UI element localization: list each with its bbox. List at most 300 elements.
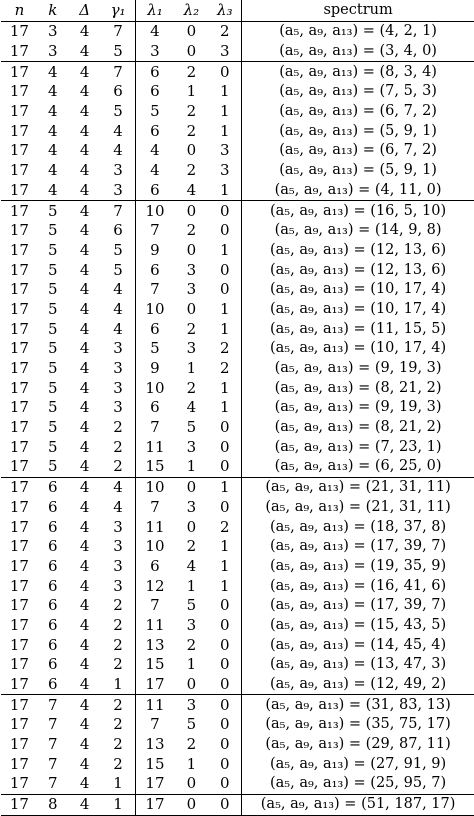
cell-lambda2: 2 <box>186 735 197 754</box>
cell-lambda1: 7 <box>150 280 160 299</box>
table-row <box>1 62 474 82</box>
cell-k: 4 <box>38 62 68 82</box>
cell-lambda1: 15 <box>145 457 165 476</box>
table-row <box>1 576 474 596</box>
cell-n: 17 <box>9 221 29 240</box>
cell-spectrum: (a₅, a₉, a₁₃) = (8, 21, 2) <box>274 419 442 436</box>
cell-k: 3 <box>48 22 58 41</box>
header-n: n <box>1 0 38 22</box>
cell-delta: 4 <box>79 359 90 378</box>
cell-gamma1: 2 <box>102 457 135 477</box>
cell-lambda1: 11 <box>145 437 165 456</box>
cell-delta: 4 <box>79 22 90 41</box>
cell-delta: 4 <box>79 457 90 476</box>
cell-delta: 4 <box>79 82 90 101</box>
table-body <box>1 22 474 816</box>
header-gamma1: γ₁ <box>102 0 135 22</box>
cell-delta: 4 <box>79 537 90 556</box>
cell-gamma1: 4 <box>102 121 135 141</box>
cell-delta: 4 <box>79 437 90 456</box>
cell-spectrum: (a₅, a₉, a₁₃) = (9, 19, 3) <box>274 399 442 416</box>
table-row <box>1 715 474 735</box>
cell-lambda2: 2 <box>186 378 197 397</box>
cell-k: 7 <box>48 754 58 773</box>
cell-lambda2: 1 <box>186 576 197 595</box>
cell-lambda1: 7 <box>150 596 160 615</box>
cell-lambda1: 5 <box>150 102 160 121</box>
cell-spectrum: (a₅, a₉, a₁₃) = (8, 21, 2) <box>274 379 442 396</box>
cell-gamma1: 3 <box>102 359 135 379</box>
cell-k: 5 <box>48 339 58 358</box>
cell-lambda2: 3 <box>186 280 197 299</box>
cell-delta: 4 <box>79 161 90 180</box>
cell-spectrum: (a₅, a₉, a₁₃) = (10, 17, 4) <box>269 300 447 317</box>
cell-lambda2: 1 <box>186 359 197 378</box>
cell-lambda3: 3 <box>208 161 241 181</box>
cell-spectrum: (a₅, a₉, a₁₃) = (8, 3, 4) <box>242 62 474 82</box>
cell-spectrum: (a₅, a₉, a₁₃) = (17, 39, 7) <box>269 597 447 614</box>
header-row <box>1 0 474 22</box>
cell-lambda2: 5 <box>186 418 197 437</box>
table-row <box>1 300 474 320</box>
cell-lambda1: 4 <box>150 141 160 160</box>
cell-n: 17 <box>9 102 29 121</box>
cell-lambda1: 10 <box>135 201 174 221</box>
cell-gamma1: 2 <box>102 437 135 457</box>
table-row <box>1 141 474 161</box>
cell-lambda3: 1 <box>208 241 241 261</box>
cell-spectrum: (a₅, a₉, a₁₃) = (3, 4, 0) <box>279 43 437 60</box>
header-delta: Δ <box>68 0 102 22</box>
cell-delta: 4 <box>79 42 90 61</box>
cell-gamma1: 4 <box>102 280 135 300</box>
cell-k: 6 <box>48 596 58 615</box>
cell-lambda1: 6 <box>135 62 174 82</box>
header-lambda2: λ₂ <box>174 0 208 22</box>
cell-gamma1: 3 <box>102 161 135 181</box>
cell-k: 6 <box>48 537 58 556</box>
cell-spectrum: (a₅, a₉, a₁₃) = (21, 31, 11) <box>265 498 451 515</box>
cell-lambda2: 1 <box>186 82 197 101</box>
cell-gamma1: 2 <box>102 715 135 735</box>
cell-k: 5 <box>48 240 58 259</box>
cell-lambda3: 1 <box>208 576 241 596</box>
cell-n: 17 <box>9 82 29 101</box>
cell-spectrum: (a₅, a₉, a₁₃) = (18, 37, 8) <box>269 518 447 535</box>
cell-spectrum: (a₅, a₉, a₁₃) = (7, 23, 1) <box>274 438 442 455</box>
cell-lambda3: 0 <box>208 260 241 280</box>
cell-lambda2: 0 <box>174 794 208 815</box>
cell-lambda1: 17 <box>145 675 165 694</box>
cell-n: 17 <box>9 457 29 476</box>
cell-lambda1: 5 <box>150 339 160 358</box>
cell-lambda1: 10 <box>145 299 165 318</box>
cell-k: 7 <box>48 715 58 734</box>
cell-gamma1: 5 <box>102 241 135 261</box>
cell-lambda1: 7 <box>150 715 160 734</box>
table-row <box>1 596 474 616</box>
cell-n: 17 <box>9 437 29 456</box>
cell-lambda2: 3 <box>186 615 197 634</box>
cell-lambda3: 2 <box>208 22 241 42</box>
table-row <box>1 339 474 359</box>
cell-n: 17 <box>1 477 38 497</box>
cell-lambda3: 0 <box>208 418 241 438</box>
cell-delta: 4 <box>79 418 90 437</box>
cell-delta: 4 <box>79 715 90 734</box>
cell-spectrum: (a₅, a₉, a₁₃) = (10, 17, 4) <box>269 340 447 357</box>
cell-lambda1: 6 <box>150 82 160 101</box>
cell-delta: 4 <box>79 497 90 516</box>
cell-lambda3: 0 <box>208 695 241 715</box>
cell-spectrum: (a₅, a₉, a₁₃) = (10, 17, 4) <box>269 281 447 298</box>
cell-k: 6 <box>48 615 58 634</box>
cell-gamma1: 3 <box>102 398 135 418</box>
cell-delta: 4 <box>79 299 90 318</box>
cell-n: 17 <box>9 774 29 793</box>
cell-delta: 4 <box>79 280 90 299</box>
table-row <box>1 22 474 42</box>
cell-n: 17 <box>1 794 38 815</box>
cell-delta: 4 <box>79 221 90 240</box>
cell-n: 17 <box>9 240 29 259</box>
cell-lambda2: 4 <box>186 556 197 575</box>
cell-lambda3: 0 <box>208 774 241 794</box>
cell-lambda2: 1 <box>186 754 197 773</box>
cell-lambda2: 3 <box>186 437 197 456</box>
cell-spectrum: (a₅, a₉, a₁₃) = (15, 43, 5) <box>269 616 447 633</box>
cell-lambda2: 3 <box>186 339 197 358</box>
cell-lambda3: 0 <box>208 437 241 457</box>
cell-k: 5 <box>48 457 58 476</box>
table-header <box>1 0 474 22</box>
cell-lambda3: 2 <box>208 359 241 379</box>
table-row <box>1 437 474 457</box>
cell-k: 4 <box>48 161 58 180</box>
cell-n: 17 <box>9 735 29 754</box>
cell-delta: 4 <box>79 754 90 773</box>
cell-k: 6 <box>48 497 58 516</box>
cell-k: 5 <box>48 437 58 456</box>
table-row <box>1 359 474 379</box>
cell-delta: 4 <box>79 635 90 654</box>
cell-spectrum: (a₅, a₉, a₁₃) = (31, 83, 13) <box>242 695 474 715</box>
cell-lambda1: 10 <box>145 537 165 556</box>
table-row <box>1 774 474 794</box>
cell-lambda3: 0 <box>208 498 241 518</box>
table-row <box>1 477 474 497</box>
cell-lambda2: 0 <box>186 42 197 61</box>
cell-lambda3: 2 <box>208 517 241 537</box>
cell-lambda3: 0 <box>208 635 241 655</box>
cell-gamma1: 3 <box>102 378 135 398</box>
cell-spectrum: (a₅, a₉, a₁₃) = (12, 49, 2) <box>269 676 447 693</box>
cell-gamma1: 6 <box>102 221 135 241</box>
cell-spectrum: (a₅, a₉, a₁₃) = (51, 187, 17) <box>242 794 474 815</box>
cell-k: 5 <box>48 398 58 417</box>
cell-n: 17 <box>9 418 29 437</box>
table-row <box>1 102 474 122</box>
cell-n: 17 <box>9 715 29 734</box>
cell-spectrum: (a₅, a₉, a₁₃) = (12, 13, 6) <box>269 261 447 278</box>
cell-delta: 4 <box>79 675 90 694</box>
cell-delta: 4 <box>68 201 102 221</box>
cell-n: 17 <box>9 754 29 773</box>
cell-k: 6 <box>48 675 58 694</box>
cell-k: 5 <box>48 280 58 299</box>
cell-lambda1: 4 <box>150 22 160 41</box>
cell-n: 17 <box>9 280 29 299</box>
cell-k: 5 <box>38 201 68 221</box>
cell-gamma1: 4 <box>102 300 135 320</box>
cell-gamma1: 3 <box>102 181 135 201</box>
table-row <box>1 221 474 241</box>
cell-k: 7 <box>48 735 58 754</box>
table-row <box>1 161 474 181</box>
cell-gamma1: 2 <box>102 754 135 774</box>
cell-lambda3: 0 <box>208 675 241 695</box>
cell-gamma1: 6 <box>102 82 135 102</box>
cell-delta: 4 <box>79 596 90 615</box>
cell-gamma1: 7 <box>102 62 135 82</box>
cell-lambda3: 0 <box>208 715 241 735</box>
cell-k: 8 <box>38 794 68 815</box>
cell-n: 17 <box>9 42 29 61</box>
cell-lambda2: 4 <box>186 180 197 199</box>
cell-lambda3: 0 <box>208 794 241 815</box>
cell-k: 6 <box>48 517 58 536</box>
spectrum-table <box>1 0 474 816</box>
cell-n: 17 <box>9 398 29 417</box>
cell-gamma1: 2 <box>102 418 135 438</box>
cell-k: 4 <box>48 121 58 140</box>
cell-lambda3: 0 <box>208 616 241 636</box>
table-row <box>1 319 474 339</box>
cell-lambda2: 5 <box>186 715 197 734</box>
cell-spectrum: (a₅, a₉, a₁₃) = (11, 15, 5) <box>269 320 447 337</box>
cell-gamma1: 3 <box>102 517 135 537</box>
cell-lambda3: 1 <box>208 398 241 418</box>
cell-gamma1: 2 <box>102 655 135 675</box>
cell-lambda3: 0 <box>208 655 241 675</box>
table-row <box>1 280 474 300</box>
cell-gamma1: 2 <box>102 616 135 636</box>
cell-n: 17 <box>9 537 29 556</box>
cell-spectrum: (a₅, a₉, a₁₃) = (14, 9, 8) <box>274 222 442 239</box>
cell-lambda2: 0 <box>186 517 197 536</box>
cell-spectrum: (a₅, a₉, a₁₃) = (12, 13, 6) <box>269 241 447 258</box>
table-row <box>1 260 474 280</box>
cell-delta: 4 <box>79 121 90 140</box>
cell-gamma1: 2 <box>102 735 135 755</box>
cell-n: 17 <box>9 180 29 199</box>
cell-lambda2: 1 <box>186 655 197 674</box>
table-row <box>1 418 474 438</box>
cell-gamma1: 2 <box>102 596 135 616</box>
cell-spectrum: (a₅, a₉, a₁₃) = (16, 5, 10) <box>242 201 474 221</box>
cell-gamma1: 7 <box>102 22 135 42</box>
cell-gamma1: 3 <box>102 576 135 596</box>
cell-lambda1: 11 <box>145 517 165 536</box>
cell-gamma1: 7 <box>102 201 135 221</box>
cell-n: 17 <box>9 339 29 358</box>
table-row <box>1 794 474 815</box>
cell-n: 17 <box>9 319 29 338</box>
cell-k: 5 <box>48 359 58 378</box>
cell-n: 17 <box>9 260 29 279</box>
table-row <box>1 517 474 537</box>
cell-lambda2: 1 <box>186 457 197 476</box>
cell-k: 5 <box>48 319 58 338</box>
cell-spectrum: (a₅, a₉, a₁₃) = (6, 7, 2) <box>279 103 437 120</box>
cell-delta: 4 <box>79 102 90 121</box>
table-row <box>1 675 474 695</box>
cell-lambda1: 6 <box>150 319 160 338</box>
cell-gamma1: 4 <box>102 141 135 161</box>
header-lambda3: λ₃ <box>208 0 241 22</box>
cell-gamma1: 5 <box>102 260 135 280</box>
cell-delta: 4 <box>79 240 90 259</box>
cell-spectrum: (a₅, a₉, a₁₃) = (4, 11, 0) <box>274 181 442 198</box>
cell-lambda3: 2 <box>208 339 241 359</box>
cell-delta: 4 <box>79 615 90 634</box>
cell-lambda1: 3 <box>150 42 160 61</box>
cell-k: 6 <box>38 477 68 497</box>
cell-delta: 4 <box>79 180 90 199</box>
cell-lambda1: 7 <box>150 418 160 437</box>
cell-lambda1: 6 <box>150 121 160 140</box>
cell-spectrum: (a₅, a₉, a₁₃) = (29, 87, 11) <box>265 736 451 753</box>
cell-lambda2: 0 <box>186 675 197 694</box>
cell-lambda3: 1 <box>208 557 241 577</box>
cell-lambda3: 1 <box>208 537 241 557</box>
cell-gamma1: 4 <box>102 498 135 518</box>
cell-lambda3: 3 <box>208 141 241 161</box>
cell-delta: 4 <box>79 774 90 793</box>
cell-delta: 4 <box>79 378 90 397</box>
cell-gamma1: 3 <box>102 537 135 557</box>
cell-lambda3: 3 <box>208 42 241 62</box>
cell-n: 17 <box>9 556 29 575</box>
cell-spectrum: (a₅, a₉, a₁₃) = (21, 31, 11) <box>242 477 474 497</box>
cell-n: 17 <box>9 359 29 378</box>
cell-n: 17 <box>9 299 29 318</box>
cell-n: 17 <box>9 517 29 536</box>
cell-spectrum: (a₅, a₉, a₁₃) = (27, 91, 9) <box>269 755 447 772</box>
cell-spectrum: (a₅, a₉, a₁₃) = (6, 25, 0) <box>274 458 442 475</box>
cell-lambda1: 4 <box>150 161 160 180</box>
cell-lambda2: 2 <box>186 121 197 140</box>
cell-lambda1: 10 <box>135 477 174 497</box>
cell-n: 17 <box>9 635 29 654</box>
cell-lambda1: 17 <box>145 774 165 793</box>
cell-k: 5 <box>48 260 58 279</box>
cell-delta: 4 <box>79 735 90 754</box>
cell-lambda1: 6 <box>150 398 160 417</box>
cell-k: 6 <box>48 635 58 654</box>
cell-spectrum: (a₅, a₉, a₁₃) = (35, 75, 17) <box>265 716 451 733</box>
cell-k: 7 <box>38 695 68 715</box>
cell-n: 17 <box>9 596 29 615</box>
cell-lambda2: 2 <box>186 635 197 654</box>
table-row <box>1 537 474 557</box>
cell-lambda3: 0 <box>208 280 241 300</box>
cell-n: 17 <box>9 497 29 516</box>
cell-lambda1: 6 <box>150 260 160 279</box>
cell-k: 6 <box>48 556 58 575</box>
cell-lambda2: 3 <box>186 497 197 516</box>
cell-lambda1: 13 <box>145 635 165 654</box>
cell-lambda1: 15 <box>145 655 165 674</box>
cell-delta: 4 <box>68 794 102 815</box>
cell-lambda1: 15 <box>145 754 165 773</box>
cell-n: 17 <box>9 675 29 694</box>
cell-lambda1: 9 <box>150 359 160 378</box>
cell-n: 17 <box>1 62 38 82</box>
cell-delta: 4 <box>68 695 102 715</box>
cell-k: 5 <box>48 221 58 240</box>
table-row <box>1 655 474 675</box>
cell-lambda2: 0 <box>186 22 197 41</box>
cell-lambda3: 1 <box>208 477 241 497</box>
header-spectrum: spectrum <box>242 0 474 22</box>
cell-gamma1: 2 <box>102 635 135 655</box>
cell-lambda2: 2 <box>186 537 197 556</box>
cell-lambda2: 2 <box>174 62 208 82</box>
cell-lambda3: 0 <box>208 62 241 82</box>
cell-k: 4 <box>48 82 58 101</box>
table-row <box>1 378 474 398</box>
table-row <box>1 735 474 755</box>
cell-lambda3: 1 <box>208 82 241 102</box>
cell-delta: 4 <box>79 517 90 536</box>
table-row <box>1 201 474 221</box>
cell-gamma1: 4 <box>102 477 135 497</box>
cell-n: 17 <box>1 201 38 221</box>
table-row <box>1 181 474 201</box>
cell-k: 7 <box>48 774 58 793</box>
cell-n: 17 <box>9 121 29 140</box>
cell-gamma1: 1 <box>102 675 135 695</box>
cell-lambda2: 0 <box>186 141 197 160</box>
cell-lambda1: 9 <box>150 240 160 259</box>
cell-lambda3: 1 <box>208 300 241 320</box>
cell-lambda1: 11 <box>135 695 174 715</box>
cell-lambda3: 0 <box>208 201 241 221</box>
cell-k: 3 <box>48 42 58 61</box>
table-row <box>1 754 474 774</box>
cell-spectrum: (a₅, a₉, a₁₃) = (7, 5, 3) <box>279 83 437 100</box>
cell-n: 17 <box>9 655 29 674</box>
cell-spectrum: (a₅, a₉, a₁₃) = (4, 2, 1) <box>279 23 437 40</box>
cell-delta: 4 <box>68 62 102 82</box>
table-row <box>1 42 474 62</box>
cell-lambda3: 1 <box>208 319 241 339</box>
cell-lambda2: 2 <box>186 221 197 240</box>
cell-n: 17 <box>9 576 29 595</box>
cell-delta: 4 <box>79 655 90 674</box>
cell-spectrum: (a₅, a₉, a₁₃) = (13, 47, 3) <box>269 656 447 673</box>
cell-lambda2: 0 <box>186 774 197 793</box>
cell-n: 17 <box>1 695 38 715</box>
table-row <box>1 695 474 715</box>
cell-lambda3: 0 <box>208 754 241 774</box>
cell-lambda3: 0 <box>208 221 241 241</box>
cell-spectrum: (a₅, a₉, a₁₃) = (14, 45, 4) <box>269 636 447 653</box>
cell-lambda1: 12 <box>145 576 165 595</box>
cell-lambda1: 6 <box>150 556 160 575</box>
cell-lambda2: 0 <box>186 299 197 318</box>
